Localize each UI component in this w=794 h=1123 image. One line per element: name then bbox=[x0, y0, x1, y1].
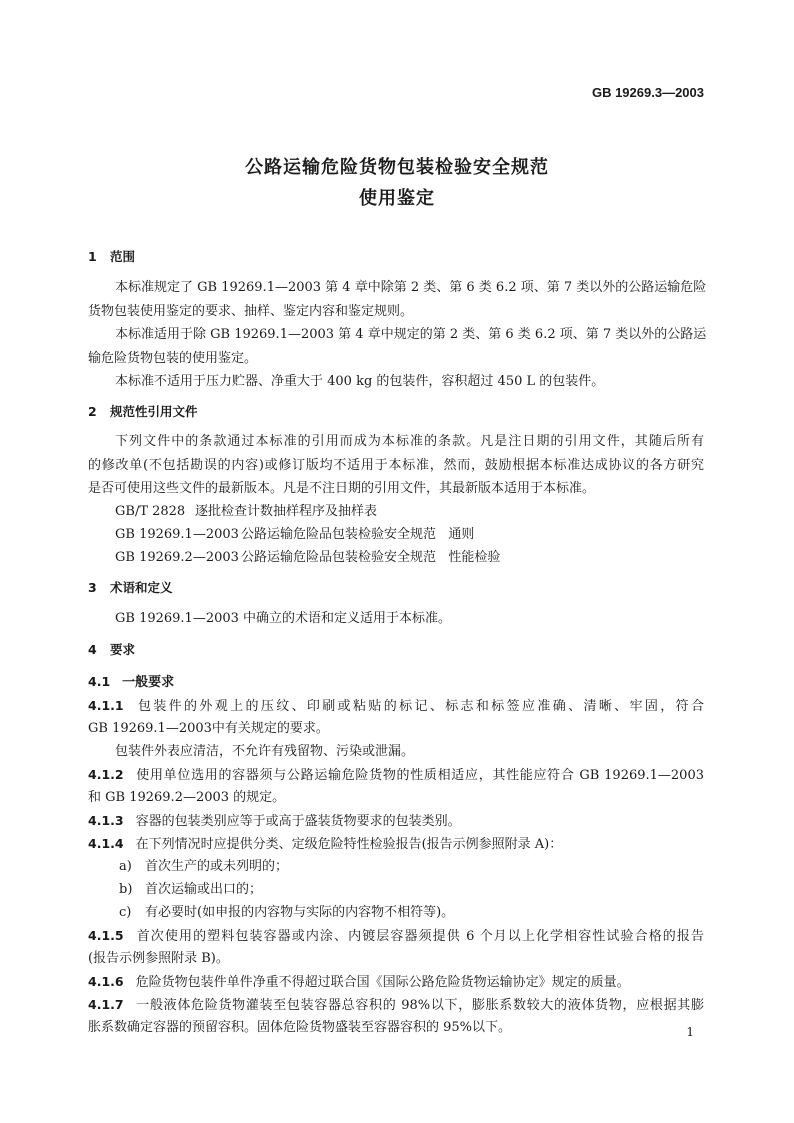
section-title: 术语和定义 bbox=[110, 580, 173, 595]
clause-text: 包装件的外观上的压纹、印刷或粘贴的标记、标志和标签应准确、清晰、牢固，符合 bbox=[135, 699, 704, 714]
paragraph-line: 本标准规定了 GB 19269.1—2003 第 4 章中除第 2 类、第 6 类 6.2 项、第 7 类以外的公路运输危险 bbox=[115, 280, 707, 295]
clause-number: 4.1.1 bbox=[88, 698, 124, 713]
list-item-text: 有必要时(如申报的内容物与实际的内容物不相符等)。 bbox=[145, 905, 455, 920]
reference-code: GB 19269.1—2003 bbox=[115, 527, 239, 542]
list-item bbox=[119, 881, 735, 899]
clause-text: 容器的包装类别应等于或高于盛装货物要求的包装类别。 bbox=[135, 814, 461, 829]
section-title: 规范性引用文件 bbox=[110, 404, 198, 419]
paragraph-line: 本标准适用于除 GB 19269.1—2003 第 4 章中规定的第 2 类、第 6 类 6.2 项、第 7 类以外的公路运 bbox=[115, 327, 707, 342]
list-item-label: a) bbox=[119, 859, 132, 874]
reference-title: 公路运输危险品包装检验安全规范 bbox=[241, 527, 437, 542]
list-item-text: 首次生产的或未列明的； bbox=[145, 859, 289, 874]
paragraph-line: 和 GB 19269.2—2003 的规定。 bbox=[88, 790, 286, 805]
list-item bbox=[119, 858, 735, 876]
section-title: 范围 bbox=[110, 249, 136, 264]
paragraph-line: 本标准不适用于压力贮器、净重大于 400 kg 的包装件，容积超过 450 L 的包装件。 bbox=[115, 374, 605, 389]
section-number: 4 bbox=[88, 642, 97, 657]
section-heading bbox=[88, 579, 704, 597]
list-item-label: b) bbox=[119, 882, 133, 897]
section-number: 2 bbox=[88, 404, 97, 419]
reference-suffix: 通则 bbox=[448, 527, 475, 542]
paragraph-line: 是否可使用这些文件的最新版本。凡是不注日期的引用文件，其最新版本适用于本标准。 bbox=[88, 481, 596, 496]
clause-number: 4.1.2 bbox=[88, 767, 124, 782]
clause-line bbox=[88, 973, 704, 992]
list-item-label: c) bbox=[119, 905, 132, 920]
clause-line bbox=[88, 835, 704, 854]
reference-code: GB 19269.2—2003 bbox=[115, 550, 239, 565]
clause-text: 危险货物包装件单件净重不得超过联合国《国际公路危险货物运输协定》规定的质量。 bbox=[135, 975, 630, 990]
list-item bbox=[119, 904, 735, 922]
clause-line bbox=[88, 766, 704, 785]
paragraph-line: (报告示例参照附录 B)。 bbox=[88, 951, 229, 966]
clause-line bbox=[88, 927, 704, 946]
section-title: 要求 bbox=[110, 642, 136, 657]
clause-number: 4.1.5 bbox=[88, 928, 124, 943]
section-number: 1 bbox=[88, 249, 97, 264]
clause-number: 4.1 bbox=[88, 674, 111, 689]
section-heading bbox=[88, 248, 704, 266]
reference-entry bbox=[115, 526, 704, 544]
page-number: 1 bbox=[686, 1025, 694, 1039]
clause-text: 首次使用的塑料包装容器或内涂、内镀层容器须提供 6 个月以上化学相容性试验合格的报告 bbox=[135, 929, 704, 944]
clause-text: 一般液体危险货物灌装至包装容器总容积的 98%以下，膨胀系数较大的液体货物，应根据其膨 bbox=[135, 998, 704, 1013]
reference-entry bbox=[115, 549, 704, 567]
clause-line bbox=[88, 996, 704, 1015]
reference-title: 逐批检查计数抽样程序及抽样表 bbox=[195, 504, 378, 519]
paragraph-line: GB 19269.1—2003 中确立的术语和定义适用于本标准。 bbox=[115, 611, 452, 626]
clause-heading bbox=[88, 673, 704, 692]
clause-number: 4.1.3 bbox=[88, 813, 124, 828]
paragraph-line: 货物包装使用鉴定的要求、抽样、鉴定内容和鉴定规则。 bbox=[88, 304, 414, 319]
clause-line bbox=[88, 812, 704, 831]
paragraph-line: 输危险货物包装的使用鉴定。 bbox=[88, 351, 258, 366]
clause-text: 在下列情况时应提供分类、定级危险特性检验报告(报告示例参照附录 A)： bbox=[135, 837, 563, 852]
clause-text: 使用单位选用的容器须与公路运输危险货物的性质相适应，其性能应符合 GB 19269.1—2003 bbox=[135, 768, 704, 783]
clause-number: 4.1.7 bbox=[88, 997, 124, 1012]
document-subtitle: 使用鉴定 bbox=[359, 188, 435, 209]
reference-suffix: 性能检验 bbox=[448, 550, 501, 565]
reference-code: GB/T 2828 bbox=[115, 504, 186, 519]
section-heading bbox=[88, 641, 704, 659]
paragraph-line: 下列文件中的条款通过本标准的引用而成为本标准的条款。凡是注日期的引用文件，其随后所有 bbox=[115, 434, 704, 449]
document-title: 公路运输危险货物包装检验安全规范 bbox=[245, 157, 549, 178]
standard-number: GB 19269.3—2003 bbox=[591, 85, 704, 100]
clause-number: 4.1.4 bbox=[88, 836, 124, 851]
section-number: 3 bbox=[88, 580, 97, 595]
paragraph-line: GB 19269.1—2003中有关规定的要求。 bbox=[88, 721, 329, 736]
reference-entry bbox=[115, 503, 704, 521]
clause-number: 4.1.6 bbox=[88, 974, 124, 989]
clause-line bbox=[88, 697, 704, 716]
clause-title: 一般要求 bbox=[122, 675, 175, 690]
section-heading bbox=[88, 403, 704, 421]
reference-title: 公路运输危险品包装检验安全规范 bbox=[241, 550, 437, 565]
paragraph-line: 的修改单(不包括勘误的内容)或修订版均不适用于本标准，然而，鼓励根据本标准达成协议的各方研究 bbox=[88, 458, 704, 473]
paragraph-line: 胀系数确定容器的预留容积。固体危险货物盛装至容器容积的 95%以下。 bbox=[88, 1020, 512, 1035]
list-item-text: 首次运输或出口的； bbox=[145, 882, 263, 897]
paragraph-line: 包装件外表应清洁，不允许有残留物、污染或泄漏。 bbox=[115, 744, 415, 759]
